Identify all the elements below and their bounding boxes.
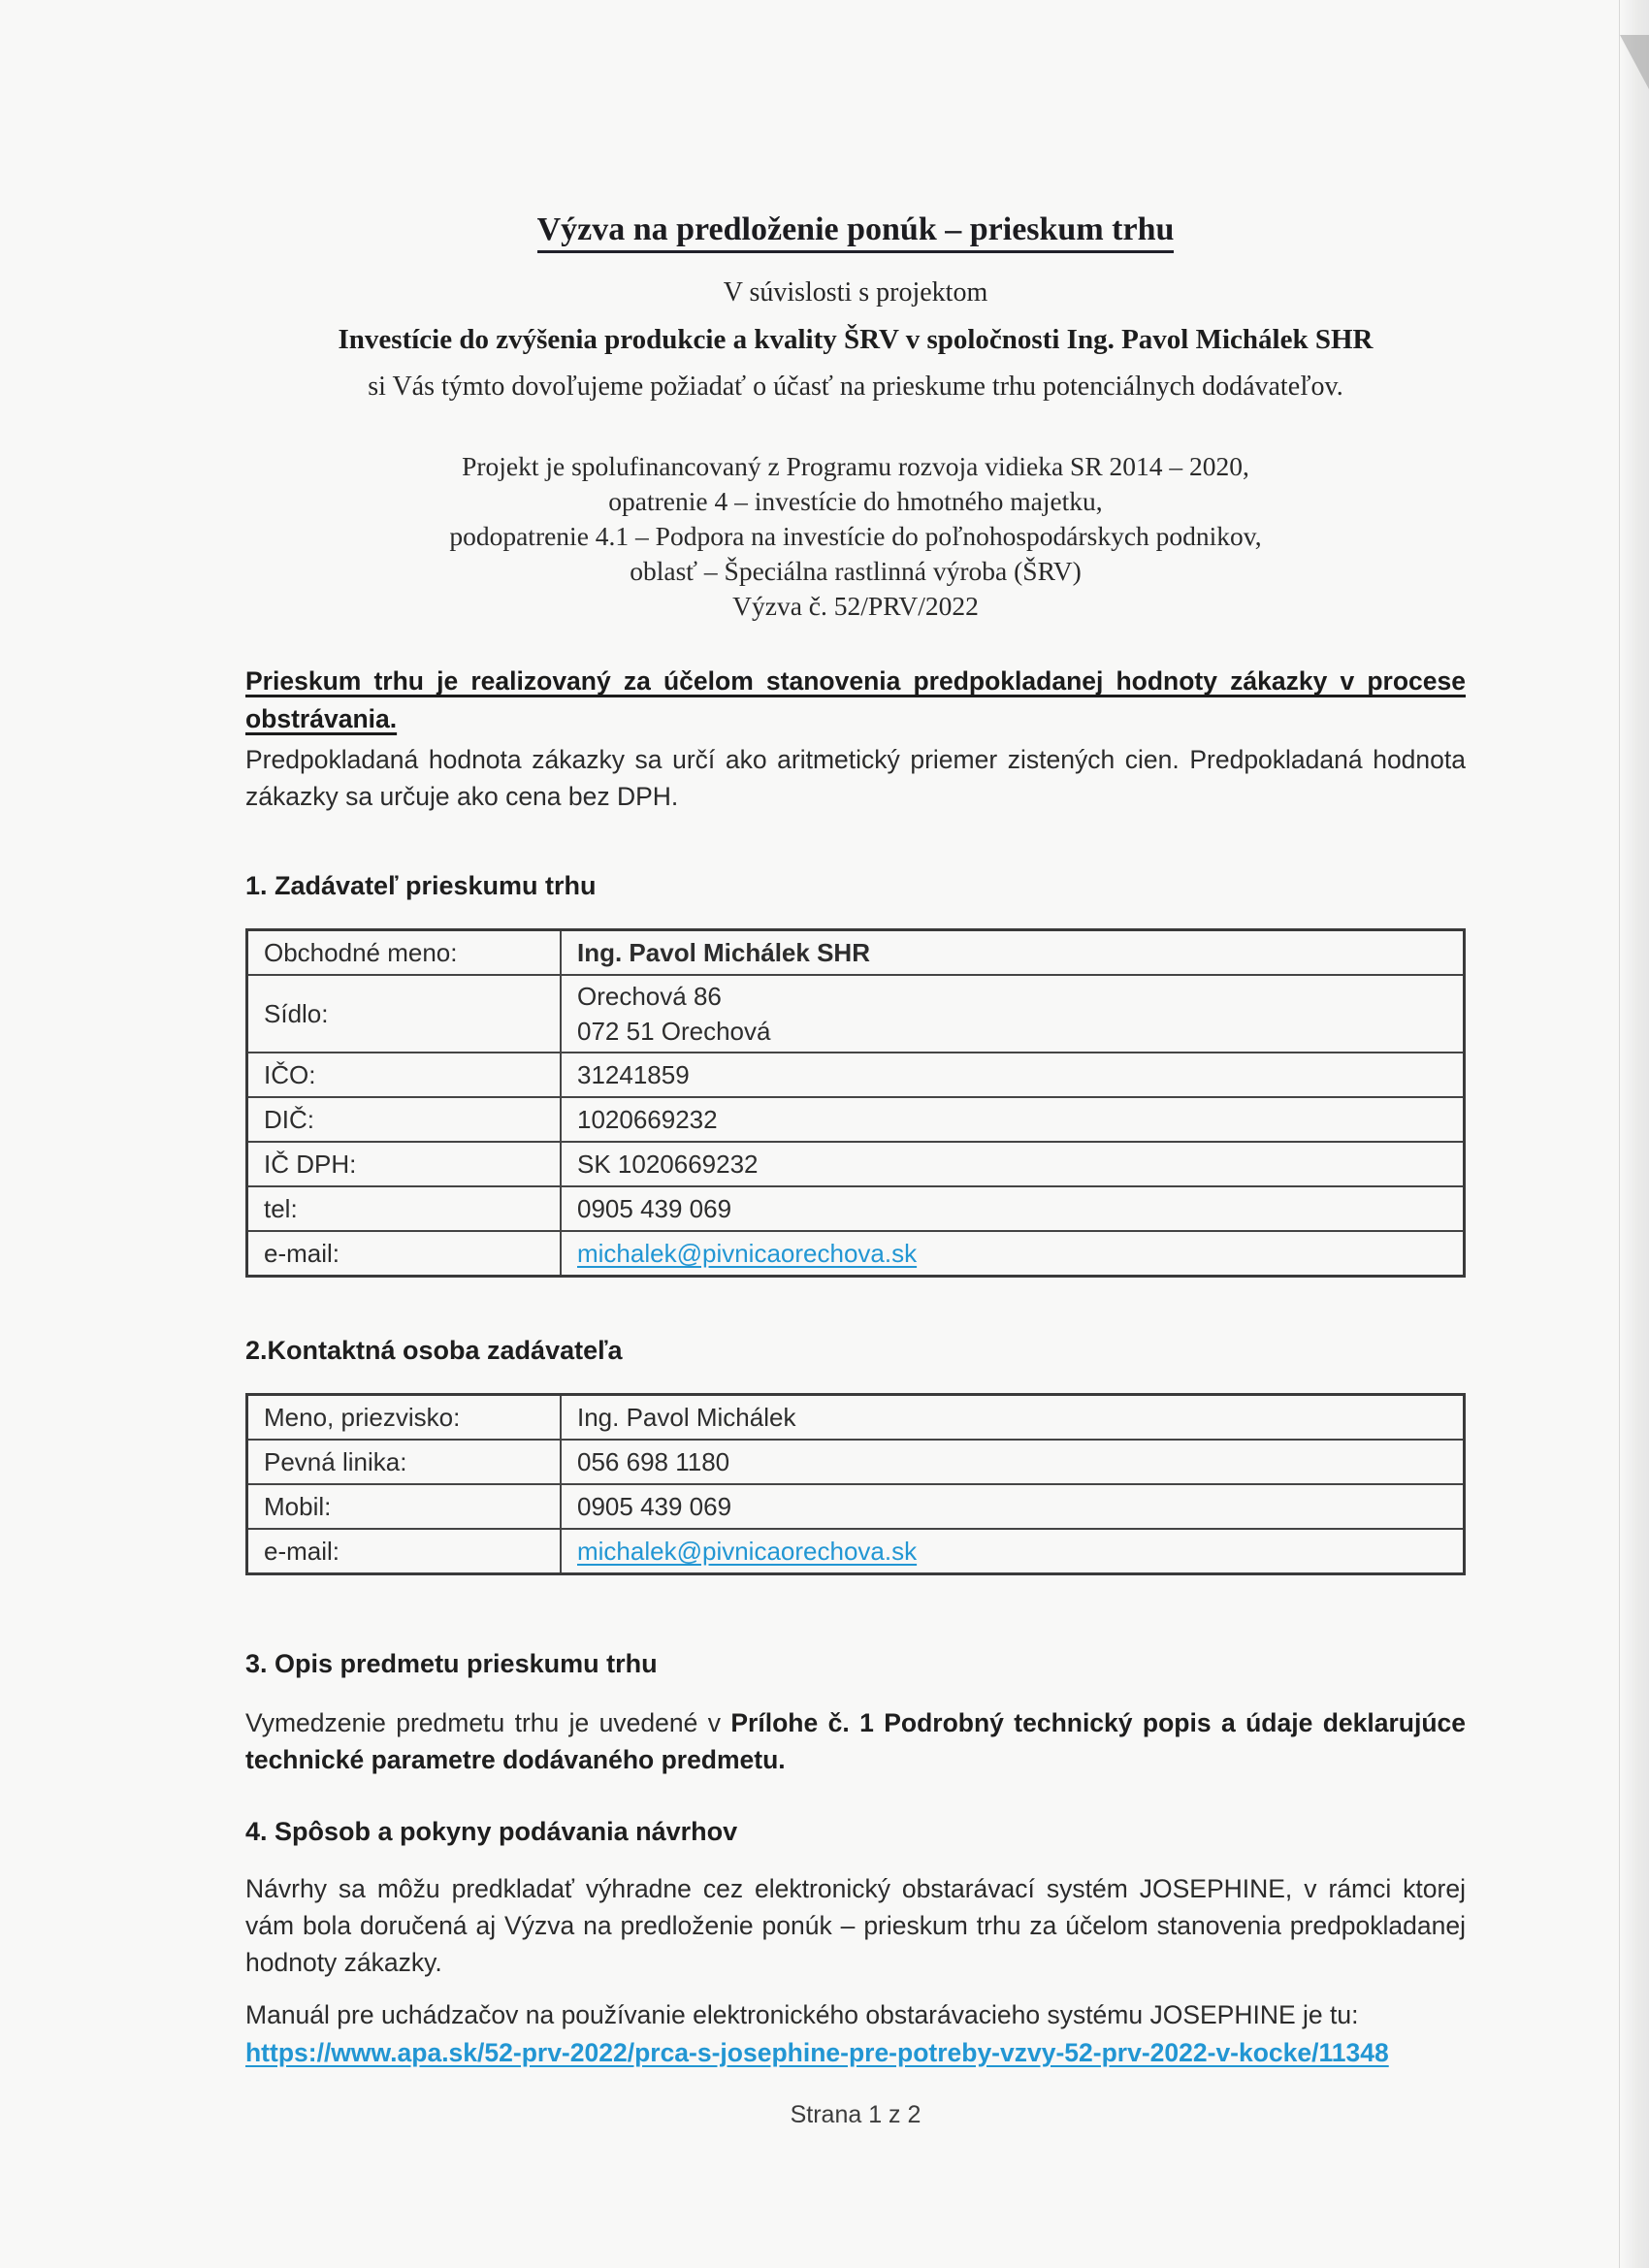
manual-instruction-line: Manuál pre uchádzačov na používanie elektronického obstarávacieho systému JOSEPHINE je tu:: [245, 2000, 1359, 2029]
row-label: IČO:: [247, 1053, 562, 1097]
table-row: [247, 1231, 1465, 1277]
document-content: [245, 0, 1466, 2129]
row-value: Ing. Pavol Michálek SHR: [561, 930, 1465, 976]
row-value: Ing. Pavol Michálek: [561, 1395, 1465, 1441]
row-label: e-mail:: [247, 1529, 562, 1574]
section4-paragraph: Návrhy sa môžu predkladať výhradne cez elektronický obstarávací systém JOSEPHINE, v rámci ktorej vám bola doručená aj Výzva na predloženie ponúk – prieskum trhu za účelom stanovenia predpokladanej hodnoty zákazky.: [245, 1874, 1466, 1977]
row-value: 31241859: [561, 1053, 1465, 1097]
section3-body: [245, 1704, 1466, 1778]
document-title-text: Výzva na predloženie ponúk – prieskum trhu: [537, 211, 1175, 253]
table-row: [247, 1142, 1465, 1186]
table-row: [247, 1053, 1465, 1097]
row-label: Meno, priezvisko:: [247, 1395, 562, 1441]
scan-edge-shadow: [1619, 0, 1649, 2268]
contracting-authority-table: [245, 928, 1466, 1278]
row-value: [561, 1231, 1465, 1277]
section3-body-bold: Prílohe č. 1 Podrobný technický popis a údaje deklarujúce technické parametre dodávaného predmetu.: [245, 1708, 1466, 1774]
section3-body-normal: Vymedzenie predmetu trhu je uvedené v: [245, 1708, 731, 1737]
table-row: [247, 1097, 1465, 1142]
row-label: tel:: [247, 1186, 562, 1231]
email-link[interactable]: michalek@pivnicaorechova.sk: [577, 1239, 918, 1268]
purpose-body: Predpokladaná hodnota zákazky sa určí ako aritmetický priemer zistených cien. Predpokladaná hodnota zákazky sa určuje ako cena bez DPH.: [245, 745, 1466, 811]
josephine-manual-link[interactable]: https://www.apa.sk/52-prv-2022/prca-s-josephine-pre-potreby-vzvy-52-prv-2022-v-kocke/11348: [245, 2038, 1389, 2067]
manual-link-line: [245, 2033, 1466, 2072]
row-value: 0905 439 069: [561, 1186, 1465, 1231]
program-line: podopatrenie 4.1 – Podpora na investície do poľnohospodárskych podnikov,: [449, 521, 1262, 551]
program-line: opatrenie 4 – investície do hmotného majetku,: [608, 486, 1103, 516]
row-label: Pevná linika:: [247, 1440, 562, 1484]
subtitle: V súvislosti s projektom: [723, 277, 988, 308]
row-value: SK 1020669232: [561, 1142, 1465, 1186]
row-label: Obchodné meno:: [247, 930, 562, 976]
invitation-line: si Vás týmto dovoľujeme požiadať o účasť na prieskume trhu potenciálnych dodávateľov.: [368, 372, 1343, 402]
section2-heading: 2.Kontaktná osoba zadávateľa: [245, 1336, 623, 1365]
section4-heading: 4. Spôsob a pokyny podávania návrhov: [245, 1817, 738, 1846]
table-row: [247, 1484, 1465, 1529]
table-row: [247, 975, 1465, 1053]
row-value: [561, 975, 1465, 1053]
document-title: [245, 211, 1466, 248]
table-row: [247, 1395, 1465, 1441]
program-line: Projekt je spolufinancovaný z Programu rozvoja vidieka SR 2014 – 2020,: [462, 451, 1249, 481]
table-row: [247, 1186, 1465, 1231]
row-label: IČ DPH:: [247, 1142, 562, 1186]
row-label: Mobil:: [247, 1484, 562, 1529]
table-row: [247, 1529, 1465, 1574]
program-info-block: [245, 449, 1466, 624]
email-link[interactable]: michalek@pivnicaorechova.sk: [577, 1537, 918, 1566]
program-line: oblasť – Špeciálna rastlinná výroba (ŠRV): [630, 556, 1082, 586]
project-name: Investície do zvýšenia produkcie a kvality ŠRV v spoločnosti Ing. Pavol Michálek SHR: [338, 324, 1374, 355]
page-number: Strana 1 z 2: [790, 2101, 922, 2128]
row-value: [561, 1529, 1465, 1574]
contact-person-table: [245, 1393, 1466, 1575]
table-row: [247, 930, 1465, 976]
row-label: DIČ:: [247, 1097, 562, 1142]
row-label: e-mail:: [247, 1231, 562, 1277]
section3-heading: 3. Opis predmetu prieskumu trhu: [245, 1649, 658, 1678]
address-line-1: Orechová 86: [577, 982, 722, 1011]
row-value: 056 698 1180: [561, 1440, 1465, 1484]
table-row: [247, 1440, 1465, 1484]
row-value: 1020669232: [561, 1097, 1465, 1142]
program-line: Výzva č. 52/PRV/2022: [732, 591, 979, 621]
row-value: 0905 439 069: [561, 1484, 1465, 1529]
row-label: Sídlo:: [247, 975, 562, 1053]
purpose-heading: Prieskum trhu je realizovaný za účelom stanovenia predpokladanej hodnoty zákazky v procese obstrávania.: [245, 666, 1466, 733]
section1-heading: 1. Zadávateľ prieskumu trhu: [245, 871, 597, 900]
address-line-2: 072 51 Orechová: [577, 1017, 771, 1046]
